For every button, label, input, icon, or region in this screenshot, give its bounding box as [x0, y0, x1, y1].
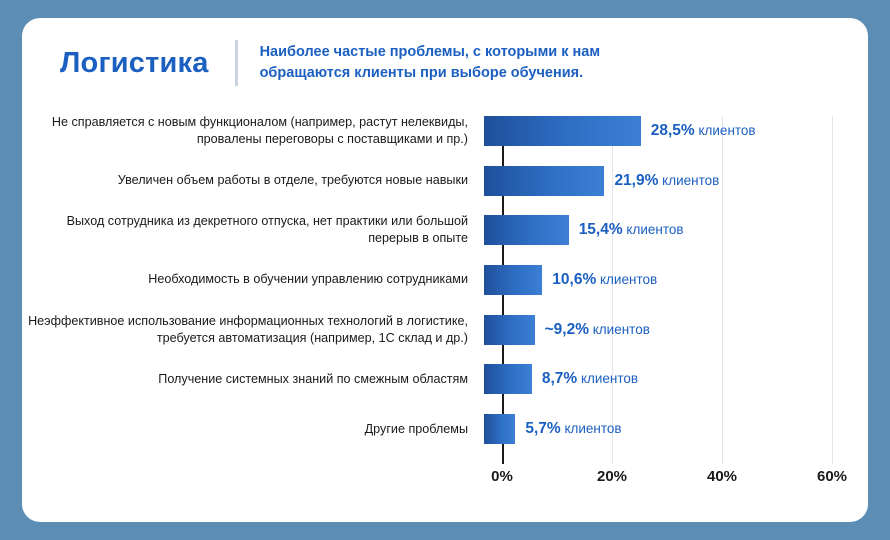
bar-container	[484, 305, 868, 355]
x-axis	[491, 464, 848, 494]
bar-rows	[22, 106, 868, 454]
bar	[484, 315, 535, 345]
chart-header	[60, 40, 660, 86]
bar-container	[484, 404, 868, 454]
page-title: Логистика	[60, 46, 209, 79]
bar-value-label: 28,5% клиентов	[650, 121, 756, 139]
bar-row	[22, 106, 868, 156]
bar-category-label: Не справляется с новым функционалом (например, растут нелеквиды, провалены переговоры с поставщиками и пр.)	[51, 114, 468, 146]
bar-category-label: Другие проблемы	[364, 421, 468, 436]
bar-value-label: ~9,2% клиентов	[544, 320, 650, 338]
bar-row	[22, 404, 868, 454]
bar	[484, 166, 604, 196]
bar	[484, 364, 532, 394]
bar-category-label: Необходимость в обучении управлению сотрудниками	[148, 272, 468, 287]
bar-row	[22, 305, 868, 355]
bar-value-label: 8,7% клиентов	[541, 370, 639, 388]
bar-container	[484, 205, 868, 255]
bar-row	[22, 355, 868, 405]
header-divider	[235, 40, 238, 86]
bar-container	[484, 156, 868, 206]
bar-row	[22, 156, 868, 206]
x-tick-20: 20%	[596, 468, 628, 485]
bar-container	[484, 255, 868, 305]
bar-row	[22, 255, 868, 305]
bar	[484, 265, 542, 295]
bar	[484, 414, 515, 444]
bar-chart	[22, 106, 868, 506]
bar-category-label: Получение системных знаний по смежным областям	[158, 371, 468, 386]
x-tick-60: 60%	[816, 468, 848, 485]
bar-container	[484, 355, 868, 405]
bar-value-label: 5,7% клиентов	[525, 420, 622, 438]
bar-value-label: 10,6% клиентов	[552, 270, 658, 288]
bar-row	[22, 205, 868, 255]
bar-container	[484, 106, 868, 156]
chart-subtitle: Наиболее частые проблемы, с которыми к нам обращаются клиенты при выборе обучения.	[259, 43, 601, 81]
bar-value-label: 15,4% клиентов	[578, 221, 684, 239]
bar	[484, 116, 641, 146]
bar-category-label: Выход сотрудника из декретного отпуска, нет практики или большой перерыв в опыте	[66, 214, 468, 246]
bar-category-label: Неэффективное использование информационных технологий в логистике, требуется автоматизация (например, 1С склад и др.)	[28, 313, 468, 345]
bar-category-label: Увеличен объем работы в отделе, требуются новые навыки	[117, 173, 468, 188]
chart-card	[22, 18, 868, 522]
x-tick-40: 40%	[706, 468, 738, 485]
bar-value-label: 21,9% клиентов	[614, 171, 720, 189]
bar	[484, 215, 569, 245]
x-tick-0: 0%	[491, 468, 513, 485]
